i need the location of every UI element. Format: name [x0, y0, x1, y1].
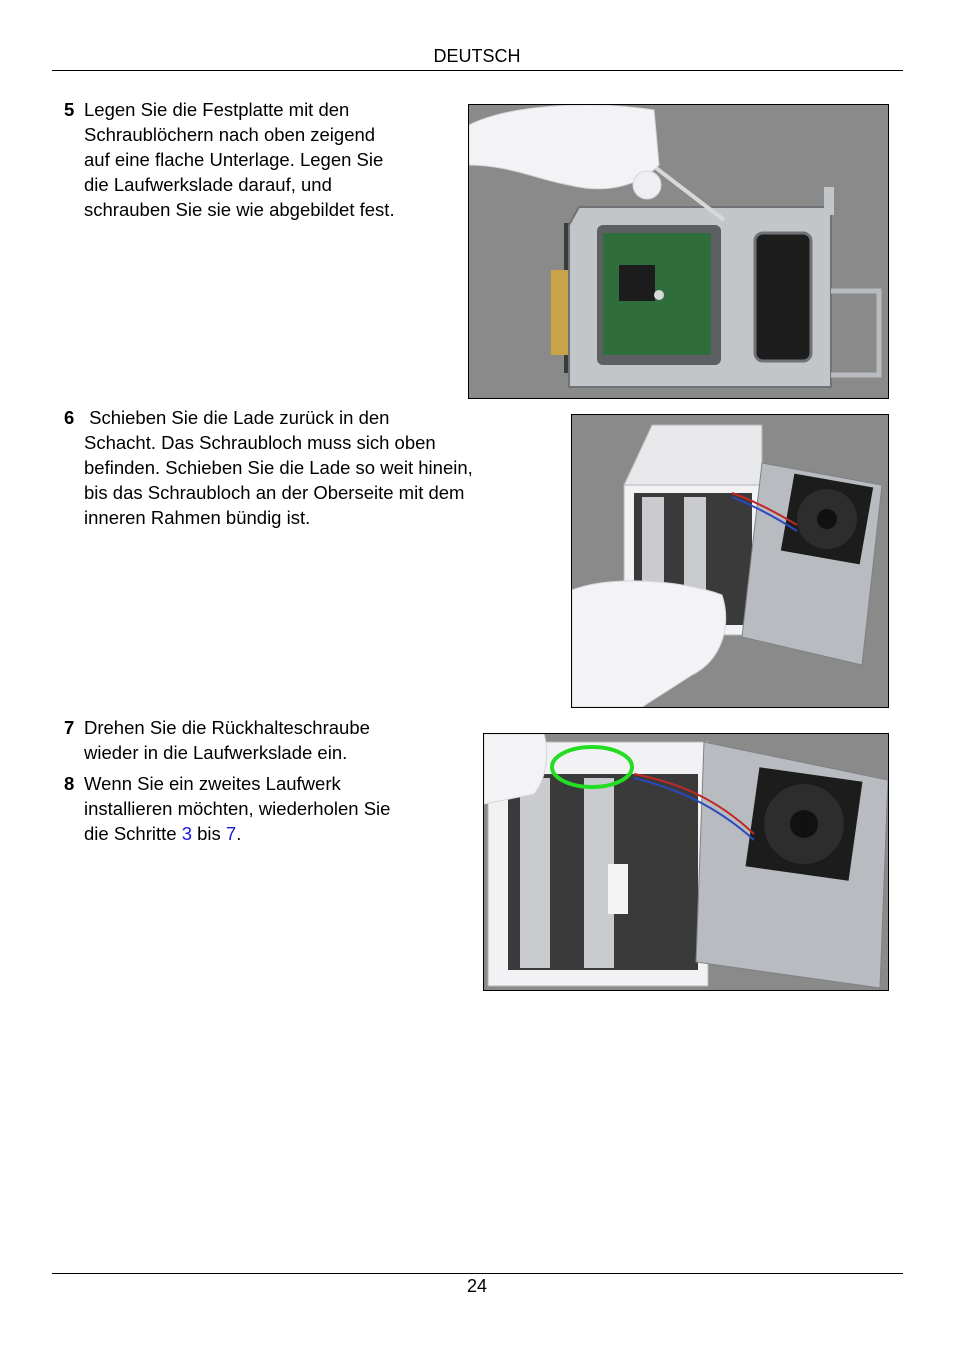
- step-text: [64, 771, 390, 846]
- step-line: installieren möchten, wiederholen Sie: [84, 798, 391, 819]
- footer-rule: [52, 1273, 903, 1274]
- photo-tray-sliding-in: [571, 414, 889, 708]
- photo-retaining-screw: [483, 733, 889, 991]
- step-6: [64, 405, 473, 530]
- page-number: 24: [466, 1276, 488, 1296]
- step-line: wieder in die Laufwerkslade ein.: [84, 742, 348, 763]
- step-line: Schieben Sie die Lade zurück in den: [84, 407, 390, 428]
- page-header-title: DEUTSCH: [433, 46, 521, 66]
- step-8: [64, 771, 390, 846]
- step-line: befinden. Schieben Sie die Lade so weit hinein,: [84, 457, 473, 478]
- step-5: [64, 97, 395, 222]
- step-line: Schraublöchern nach oben zeigend: [84, 124, 376, 145]
- header-rule: [52, 70, 903, 71]
- enclosure-illustration: [572, 415, 888, 707]
- link-step-3[interactable]: 3: [181, 823, 192, 844]
- step-line: schrauben Sie sie wie abgebildet fest.: [84, 199, 395, 220]
- step-line: die Laufwerkslade darauf, und: [84, 174, 332, 195]
- step-line: bis das Schraubloch an der Oberseite mit dem: [84, 482, 465, 503]
- step-number: 5: [64, 99, 75, 120]
- step-line: Schacht. Das Schraubloch muss sich oben: [84, 432, 436, 453]
- step-text: [64, 97, 395, 222]
- step-line: auf eine flache Unterlage. Legen Sie: [84, 149, 384, 170]
- step-number: 8: [64, 773, 75, 794]
- step-line: [84, 821, 390, 846]
- link-step-7[interactable]: 7: [225, 823, 237, 844]
- step-line: Wenn Sie ein zweites Laufwerk: [84, 773, 341, 794]
- photo-drive-tray-screwing: [468, 104, 889, 399]
- step-line-middle: bis: [191, 823, 226, 844]
- step-7: [64, 715, 370, 765]
- step-line: inneren Rahmen bündig ist.: [84, 507, 311, 528]
- step-line-suffix: .: [236, 823, 242, 844]
- step-line-prefix: die Schritte: [84, 823, 182, 844]
- drive-tray-illustration: [469, 105, 888, 398]
- step-number: 7: [64, 717, 75, 738]
- retaining-screw-illustration: [484, 734, 888, 990]
- step-number: 6: [64, 407, 75, 428]
- step-text: [64, 405, 473, 530]
- step-line: Drehen Sie die Rückhalteschraube: [84, 717, 370, 738]
- step-text: [64, 715, 370, 765]
- step-line: Legen Sie die Festplatte mit den: [84, 99, 350, 120]
